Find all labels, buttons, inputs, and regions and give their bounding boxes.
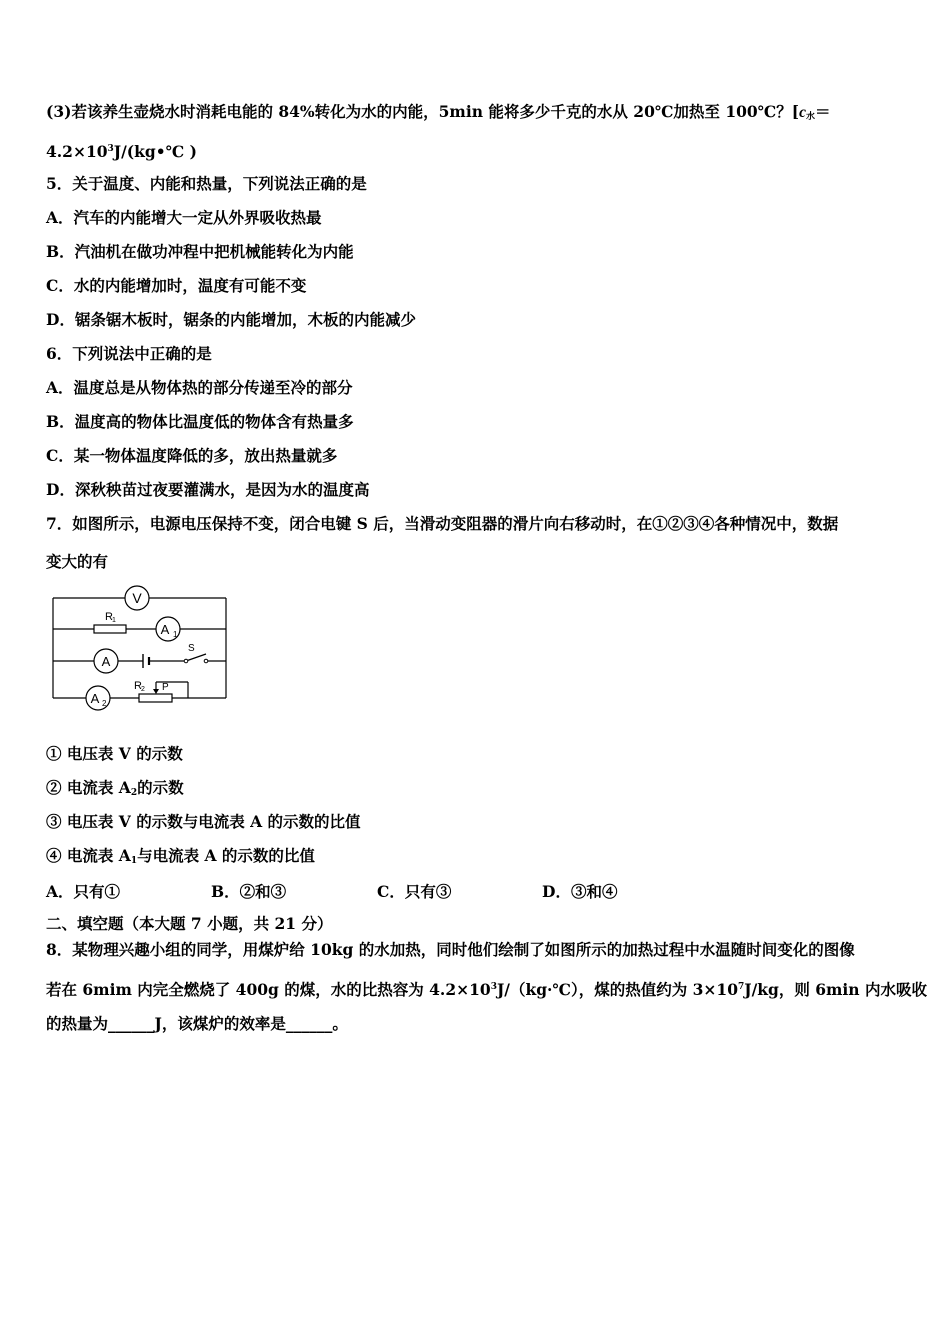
resistor-r1-sub: 1: [112, 617, 116, 624]
q8-sup2: 7: [737, 982, 745, 992]
q8-line3: 的热量为______J，该煤炉的效率是______。: [46, 1014, 348, 1033]
q7-item-3: ③ 电压表 V 的示数与电流表 A 的示数的比值: [46, 812, 361, 831]
section2-title: 二、填空题（本大题 7 小题，共 21 分）: [46, 914, 333, 933]
ammeter-a2-label: A: [90, 691, 100, 706]
voltmeter-label: V: [132, 590, 142, 606]
q5-option-b: B．汽油机在做功冲程中把机械能转化为内能: [46, 242, 354, 261]
q7-choice-a: A．只有①: [46, 882, 121, 901]
q4-equals: ＝: [815, 102, 831, 121]
ammeter-a-label: A: [101, 654, 111, 669]
q7-item-4: [46, 846, 315, 871]
q7-item-4-sub: 1: [130, 856, 138, 866]
c-subscript: 水: [805, 112, 815, 122]
resistor-r2-sub: 2: [141, 686, 145, 693]
q6-option-b: B．温度高的物体比温度低的物体含有热量多: [46, 412, 354, 431]
q7-item-2-sub: 2: [130, 788, 138, 798]
q8-line2-b: J/（kg·℃），煤的热值约为 3×10: [496, 980, 738, 999]
q7-choice-b: B．②和③: [211, 882, 287, 901]
resistor-r1-label: R: [105, 611, 113, 623]
q4-part3-text: (3)若该养生壶烧水时消耗电能的 84%转化为水的内能，5min 能将多少千克的水从 20℃加热至 100℃？[: [46, 102, 800, 121]
resistor-r2: [139, 694, 172, 702]
q7-item-2-text: ② 电流表 A: [46, 778, 131, 797]
q4-value: 4.2×10: [46, 142, 108, 161]
q5-option-d: D．锯条锯木板时，锯条的内能增加，木板的内能减少: [46, 310, 416, 329]
q7-stem-line1: 7．如图所示，电源电压保持不变，闭合电键 S 后，当滑动变阻器的滑片向右移动时，在①②③④各种情况中，数据: [46, 514, 839, 533]
q5-option-c: C．水的内能增加时，温度有可能不变: [46, 276, 307, 295]
q6-stem: 6．下列说法中正确的是: [46, 344, 212, 363]
q4-exponent: 3: [107, 144, 114, 154]
slider-arrow: [153, 689, 159, 694]
q7-item-4-text: ④ 电流表 A: [46, 846, 131, 865]
switch-contact-left: [184, 659, 188, 663]
q8-line2: [46, 977, 927, 1000]
ammeter-a2-sub: 2: [102, 699, 107, 708]
q8-line2-a: 若在 6mim 内完全燃烧了 400g 的煤，水的比热容为 4.2×10: [46, 980, 491, 999]
slider-p-label: P: [162, 682, 169, 693]
c-symbol: c: [799, 104, 806, 121]
q7-choice-c: C．只有③: [377, 882, 452, 901]
q7-choice-d: D．③和④: [542, 882, 618, 901]
switch-s-label: S: [188, 643, 195, 654]
q4-part3-line2: [46, 139, 197, 162]
q7-item-1: ① 电压表 V 的示数: [46, 744, 183, 763]
q6-option-d: D．深秋秧苗过夜要灌满水，是因为水的温度高: [46, 480, 370, 499]
resistor-r2-label: R: [134, 680, 142, 692]
q6-option-a: A．温度总是从物体热的部分传递至冷的部分: [46, 378, 353, 397]
q7-item-2: [46, 778, 184, 803]
switch-contact-right: [204, 659, 208, 663]
q4-unit: J/(kg•℃ ): [113, 142, 197, 161]
q7-item-2-post: 的示数: [137, 778, 184, 797]
resistor-r1: [94, 625, 126, 633]
q7-item-4-post: 与电流表 A 的示数的比值: [137, 846, 315, 865]
q6-option-c: C．某一物体温度降低的多，放出热量就多: [46, 446, 338, 465]
q8-line2-c: J/kg，则 6min 内水吸收: [744, 980, 927, 999]
q4-part3-line1: [46, 102, 831, 127]
ammeter-a1-label: A: [160, 622, 170, 637]
q8-sup1: 3: [490, 982, 497, 992]
circuit-diagram: [46, 585, 236, 715]
q5-stem: 5．关于温度、内能和热量，下列说法正确的是: [46, 174, 367, 193]
q7-stem-line2: 变大的有: [46, 552, 109, 571]
ammeter-a1-sub: 1: [173, 630, 178, 639]
q8-line1: 8．某物理兴趣小组的同学，用煤炉给 10kg 的水加热，同时他们绘制了如图所示的加热过程中水温随时间变化的图像: [46, 940, 855, 959]
q5-option-a: A．汽车的内能增大一定从外界吸收热最: [46, 208, 322, 227]
